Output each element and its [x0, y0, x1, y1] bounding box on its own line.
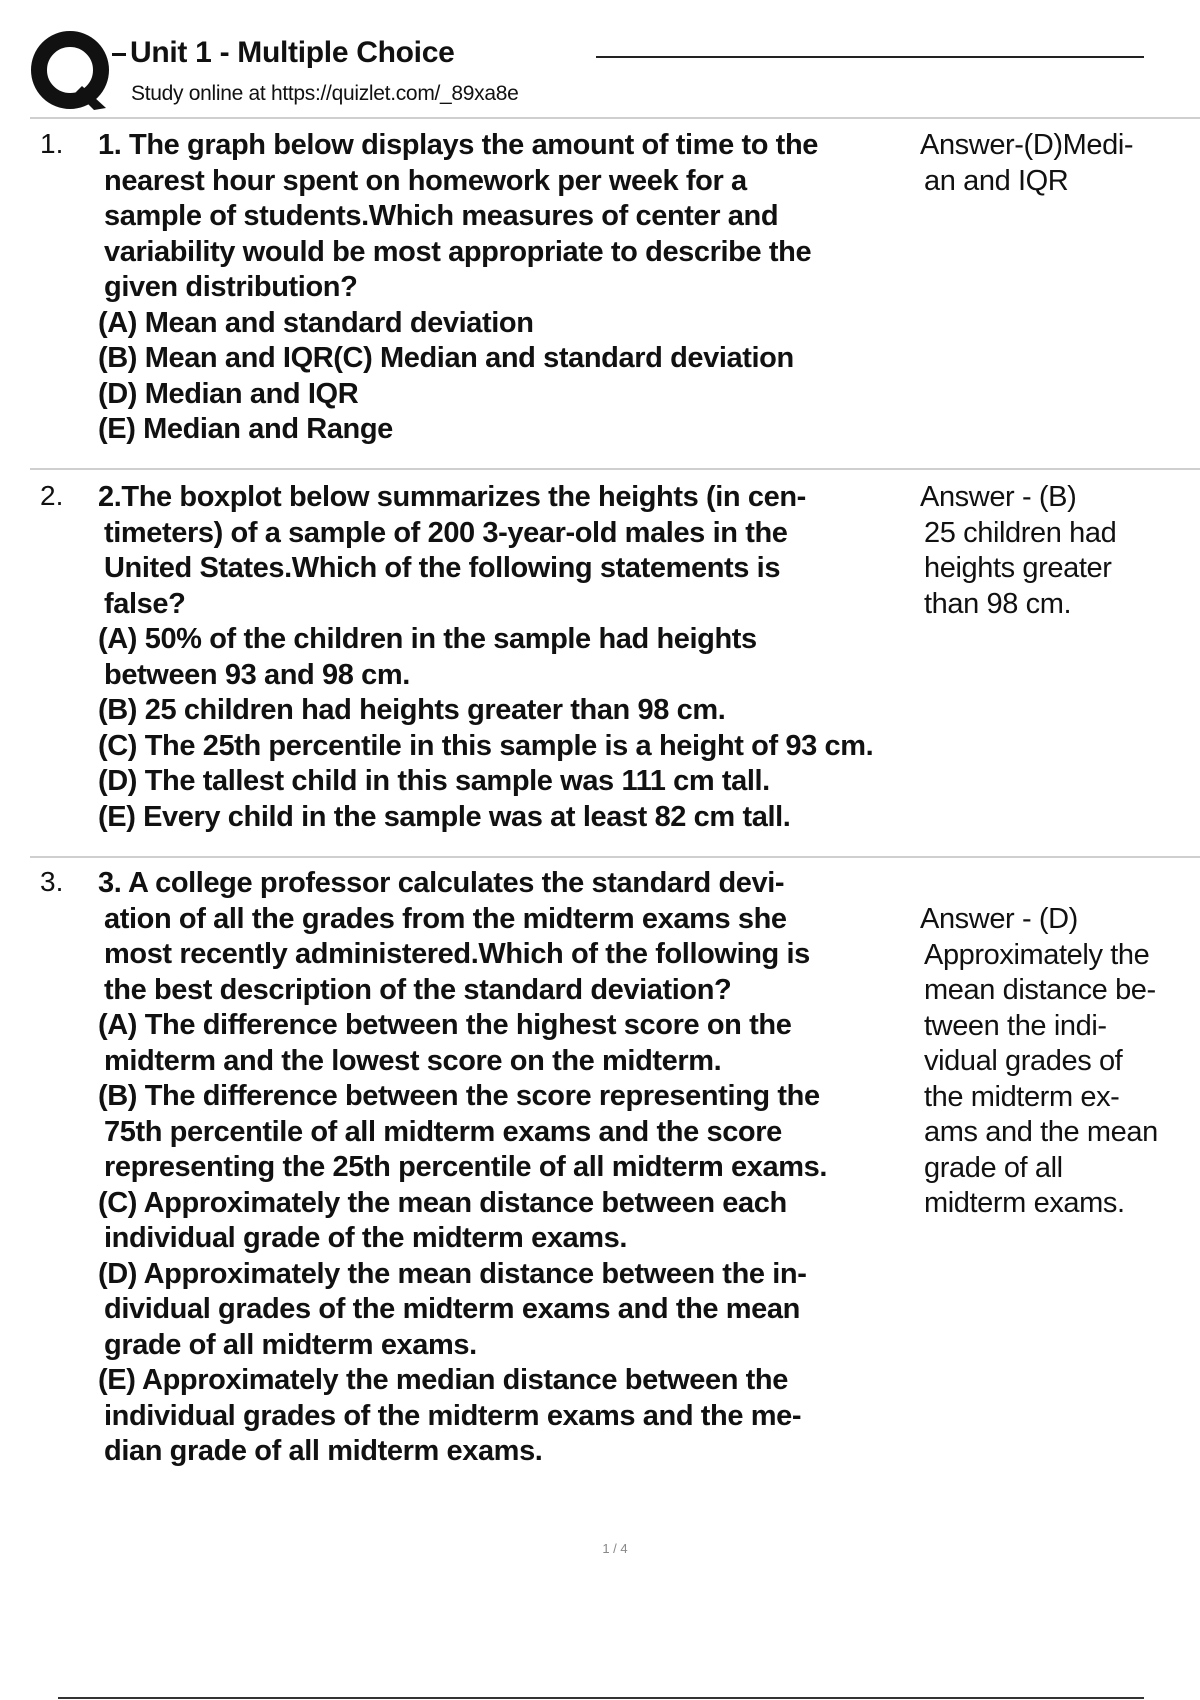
question-text	[98, 480, 903, 835]
question-line: timeters) of a sample of 200 3-year-old males in the	[104, 516, 788, 549]
option-a: (A) The difference between the highest score on the	[98, 1009, 792, 1041]
question-text	[98, 866, 903, 1470]
answer-line: midterm exams.	[924, 1187, 1125, 1219]
title-dash	[112, 53, 126, 56]
divider	[30, 117, 1200, 119]
option-c: (C) The 25th percentile in this sample is a height of 93 cm.	[98, 729, 874, 762]
answer-line: an and IQR	[924, 164, 1069, 197]
quizlet-logo-icon	[30, 30, 112, 112]
option-a: (A) 50% of the children in the sample had heights	[98, 623, 757, 655]
option-b-cont: representing the 25th percentile of all midterm exams.	[104, 1151, 827, 1183]
question-number: 1.	[40, 128, 64, 159]
option-b: (B) The difference between the score representing the	[98, 1080, 820, 1112]
answer-line: tween the indi-	[924, 1009, 1107, 1042]
question-line: 1. The graph below displays the amount of time to the	[98, 129, 818, 161]
page-number: 1 / 4	[602, 1541, 628, 1556]
answer-line: Answer - (D)	[920, 903, 1078, 935]
option-c-cont: individual grade of the midterm exams.	[104, 1222, 628, 1254]
option-e: (E) Every child in the sample was at least 82 cm tall.	[98, 800, 791, 833]
question-line: United States.Which of the following statements is	[104, 552, 781, 584]
option-d: (D) Approximately the mean distance between the in-	[98, 1257, 807, 1290]
answer-line: Answer-(D)Medi-	[920, 129, 1134, 161]
option-b: (B) 25 children had heights greater than 98 cm.	[98, 694, 726, 726]
option-a: (A) Mean and standard deviation	[98, 306, 534, 339]
answer-line: 25 children had	[924, 516, 1117, 549]
option-d-cont: dividual grades of the midterm exams and the mean	[104, 1293, 800, 1325]
question-line: ation of all the grades from the midterm exams she	[104, 902, 787, 935]
divider	[30, 856, 1200, 858]
question-line: false?	[104, 587, 186, 620]
footer-rule	[58, 1697, 1144, 1699]
answer-line: Answer - (B)	[920, 481, 1077, 513]
question-line: the best description of the standard deviation?	[104, 973, 732, 1006]
question-line: 3. A college professor calculates the standard devi-	[98, 867, 785, 899]
answer-text	[920, 480, 1190, 622]
option-b-c: (B) Mean and IQR(C) Median and standard deviation	[98, 342, 794, 374]
question-number: 2.	[40, 480, 64, 511]
question-line: variability would be most appropriate to describe the	[104, 235, 812, 268]
study-link-text: Study online at https://quizlet.com/_89xa8e	[131, 82, 519, 105]
option-d-cont: grade of all midterm exams.	[104, 1328, 477, 1361]
answer-line: ams and the mean	[924, 1116, 1158, 1148]
answer-line: heights greater	[924, 552, 1112, 584]
option-a-cont: between 93 and 98 cm.	[104, 658, 410, 691]
question-text	[98, 128, 903, 448]
option-c: (C) Approximately the mean distance between each	[98, 1186, 787, 1219]
question-line: 2.The boxplot below summarizes the heights (in cen-	[98, 481, 806, 513]
answer-line: than 98 cm.	[924, 587, 1072, 620]
divider	[30, 468, 1200, 470]
answer-line: grade of all	[924, 1151, 1063, 1184]
question-line: sample of students.Which measures of center and	[104, 200, 779, 232]
option-b-cont: 75th percentile of all midterm exams and the score	[104, 1115, 782, 1148]
page-title: Unit 1 - Multiple Choice	[130, 36, 455, 69]
question-line: given distribution?	[104, 271, 358, 303]
option-e-cont: dian grade of all midterm exams.	[104, 1435, 543, 1467]
answer-line: Approximately the	[924, 938, 1150, 971]
option-d: (D) Median and IQR	[98, 377, 359, 410]
answer-line: mean distance be-	[924, 974, 1156, 1006]
option-a-cont: midterm and the lowest score on the midterm.	[104, 1044, 722, 1077]
question-number: 3.	[40, 866, 64, 897]
question-line: nearest hour spent on homework per week for a	[104, 164, 747, 197]
answer-text	[920, 902, 1190, 1222]
answer-text	[920, 128, 1190, 199]
option-e: (E) Approximately the median distance between the	[98, 1364, 788, 1396]
question-line: most recently administered.Which of the following is	[104, 938, 810, 970]
answer-line: vidual grades of	[924, 1045, 1123, 1077]
option-e-cont: individual grades of the midterm exams and the me-	[104, 1399, 802, 1432]
page-header	[0, 0, 1200, 118]
option-e: (E) Median and Range	[98, 413, 393, 445]
title-rule	[596, 56, 1144, 58]
option-d: (D) The tallest child in this sample was 111 cm tall.	[98, 765, 770, 797]
answer-line: the midterm ex-	[924, 1080, 1120, 1113]
